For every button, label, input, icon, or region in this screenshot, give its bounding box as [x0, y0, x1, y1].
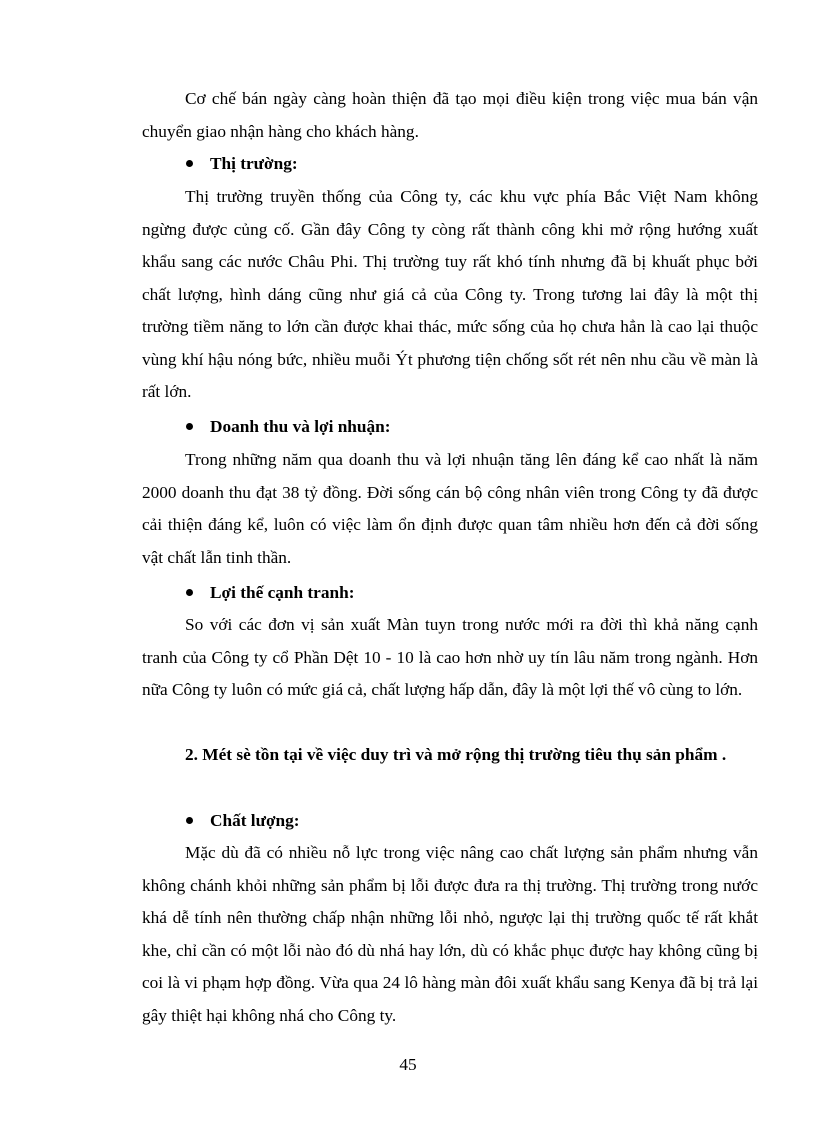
section-2-heading: 2. Mét sè tồn tại về việc duy trì và mở rộng thị trường tiêu thụ sản phẩm .	[185, 745, 727, 764]
market-heading-label: Thị trường:	[210, 154, 298, 173]
bullet-icon	[186, 589, 193, 596]
quality-heading	[186, 805, 300, 838]
market-paragraph: Thị trường truyền thống của Công ty, các khu vực phía Bắc Việt Nam không ngừng được củng cố. Gần đây Công ty còng rất thành công khi mở rộng hướng xuất khẩu sang các nước Châu Phi. Thị trường tuy rất khó tính nhưng đã bị khuất phục bởi chất lượng, hình dáng cũng như giá cả của Công ty. Trong tương lai đây là một thị trường tiềm năng to lớn cần được khai thác, mức sống của họ chưa hẳn là cao lại thuộc vùng khí hậu nóng bức, nhiều muỗi Ýt phương tiện chống sốt rét nên nhu cầu về màn là rất lớn.	[142, 187, 758, 401]
bullet-icon	[186, 423, 193, 430]
advantage-paragraph: So với các đơn vị sản xuất Màn tuyn trong nước mới ra đời thì khả năng cạnh tranh của Công ty cổ Phần Dệt 10 - 10 là cao hơn nhờ uy tín lâu năm trong ngành. Hơn nữa Công ty luôn có mức giá cả, chất lượng hấp dẫn, đây là một lợi thế vô cùng to lớn.	[142, 615, 758, 699]
bullet-icon	[186, 160, 193, 167]
bullet-icon	[186, 817, 193, 824]
revenue-heading-label: Doanh thu và lợi nhuận:	[210, 417, 391, 436]
revenue-paragraph: Trong những năm qua doanh thu và lợi nhuận tăng lên đáng kể cao nhất là năm 2000 doanh thu đạt 38 tỷ đồng. Đời sống cán bộ công nhân viên trong Công ty đã được cải thiện đáng kể, luôn có việc làm ổn định được quan tâm nhiều hơn đến cả đời sống vật chất lẫn tinh thần.	[142, 450, 758, 567]
quality-paragraph: Mặc dù đã có nhiều nỗ lực trong việc nâng cao chất lượng sản phẩm nhưng vẫn không chánh khỏi những sản phẩm bị lỗi được đưa ra thị trường. Thị trường trong nước khá dễ tính nên thường chấp nhận những lỗi nhỏ, ngược lại thị trường quốc tế rất khắt khe, chỉ cần có một lỗi nào đó dù nhá hay lớn, dù có khắc phục được hay không cũng bị coi là vi phạm hợp đồng. Vừa qua 24 lô hàng màn đôi xuất khẩu sang Kenya đã bị trả lại gây thiệt hại không nhá cho Công ty.	[142, 843, 758, 1025]
advantage-heading-label: Lợi thế cạnh tranh:	[210, 583, 355, 602]
intro-paragraph: Cơ chế bán ngày càng hoàn thiện đã tạo mọi điều kiện trong việc mua bán vận chuyển giao nhận hàng cho khách hàng.	[142, 89, 758, 141]
quality-heading-label: Chất lượng:	[210, 811, 300, 830]
advantage-heading	[186, 577, 354, 610]
revenue-heading	[186, 411, 391, 444]
market-heading	[186, 148, 298, 181]
page-number: 45	[399, 1055, 417, 1074]
